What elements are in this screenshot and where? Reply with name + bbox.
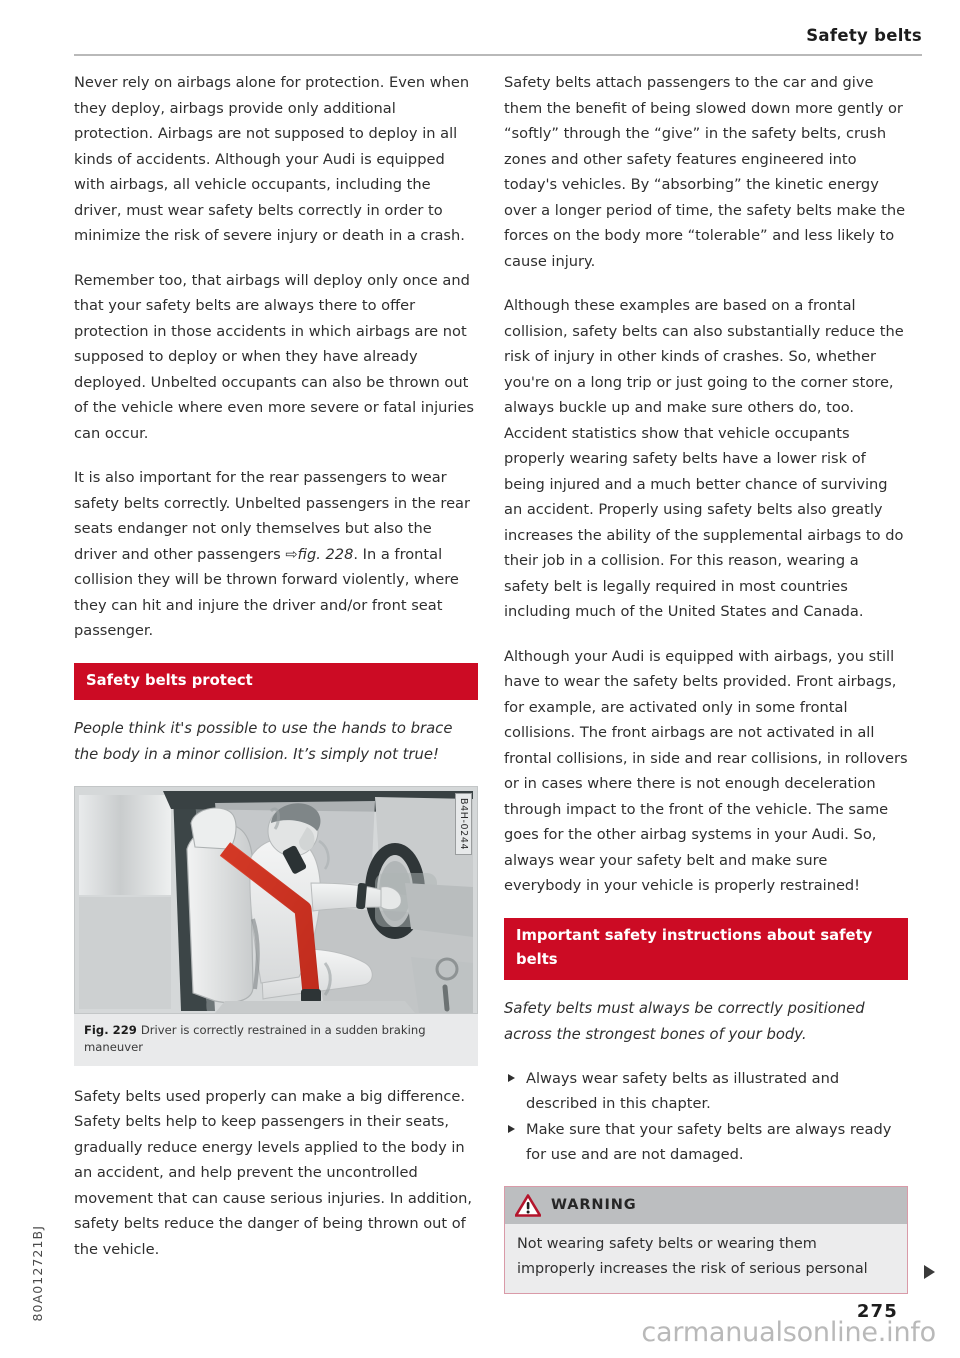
paragraph-text-before-ref: It is also important for the rear passengers to wear safety belts correctly. Unbelted passengers in the rear seats endanger not only themselves but also the driver and other passengers <box>74 469 470 563</box>
paragraph: Safety belts used properly can make a big difference. Safety belts help to keep passengers in their seats, gradually reduce energy levels applied to the body in an accident, and help prevent the uncontrolled movement that can cause serious injuries. In addition, safety belts reduce the danger of being thrown out of the vehicle. <box>74 1087 473 1258</box>
warning-box <box>504 1186 908 1294</box>
continuation-arrow-icon <box>924 1265 935 1279</box>
figure-reference-link[interactable]: fig. 228 <box>297 545 354 563</box>
paragraph: Safety belts attach passengers to the car and give them the benefit of being slowed down more gently or “softly” through the “give” in the safety belts, crush zones and other safety features engineered into today's vehicles. By “absorbing” the kinetic energy over a longer period of time, the safety belts make the forces on the body more “tolerable” and less likely to cause injury. <box>504 74 906 270</box>
paragraph: Although your Audi is equipped with airbags, you still have to wear the safety belts provided. Front airbags, for example, are activated only in some frontal collisions. The front airbags are not activated in all frontal collisions, in side and rear collisions, in rollovers or in cases where there is not enough deceleration through impact to the front of the vehicle. The same goes for the other airbag systems in your Audi. So, always wear your safety belt and make sure everybody in your vehicle is properly restrained! <box>504 647 908 894</box>
section-heading-safety-belts-protect: Safety belts protect <box>74 663 478 700</box>
figure-229 <box>74 786 478 1066</box>
warning-triangle-icon <box>515 1194 541 1217</box>
content-columns <box>74 70 922 1285</box>
paragraph-with-figure-reference <box>74 465 478 644</box>
warning-title: WARNING <box>551 1197 637 1213</box>
paragraph: Remember too, that airbags will deploy only once and that your safety belts are always there to offer protection in those accidents in which airbags are not supposed to deploy or when they have already deployed. Unbelted occupants can also be thrown out of the vehicle where even more severe or fatal injuries can occur. <box>74 271 475 442</box>
figure-id-label: B4H-0244 <box>455 793 472 855</box>
bullet-triangle-icon <box>508 1074 515 1082</box>
list-item <box>504 1066 908 1117</box>
driver-restrained-illustration <box>75 787 477 1013</box>
page-header <box>74 26 922 56</box>
bullet-triangle-icon <box>508 1125 515 1133</box>
warning-header <box>505 1187 907 1224</box>
list-item <box>504 1117 908 1168</box>
instruction-list <box>504 1066 908 1168</box>
right-column <box>504 70 908 1294</box>
figure-caption <box>74 1014 478 1066</box>
page-title: Safety belts <box>806 26 922 45</box>
paragraph: Never rely on airbags alone for protection. Even when they deploy, airbags provide only additional protection. Airbags are not supposed to deploy in all kinds of accidents. Although your Audi is equipped with airbags, all vehicle occupants, including the driver, must wear safety belts correctly in order to minimize the risk of severe injury or death in a crash. <box>74 74 470 244</box>
list-item-label: Always wear safety belts as illustrated and described in this chapter. <box>526 1069 840 1112</box>
page-number: 275 <box>856 1301 898 1322</box>
paragraph: Although these examples are based on a frontal collision, safety belts can also substantially reduce the risk of injury in other kinds of crashes. So, whether you're on a long trip or just going to the corner store, always buckle up and make sure others do, too. Accident statistics show that vehicle occupants properly wearing safety belts have a lower risk of being injured and a much better chance of surviving an accident. Properly using safety belts also greatly increases the ability of the supplemental airbags to do their job in a collision. For this reason, wearing a safety belt is legally required in most countries including much of the United States and Canada. <box>504 297 904 620</box>
section-lead-text: People think it's possible to use the hands to brace the body in a minor collision. It’s simply not true! <box>74 719 453 763</box>
list-item-label: Make sure that your safety belts are always ready for use and are not damaged. <box>526 1120 892 1163</box>
warning-text: Not wearing safety belts or wearing them improperly increases the risk of serious personal <box>517 1235 868 1277</box>
figure-reference-arrow-icon: ⇨ <box>285 545 298 563</box>
document-id-label: 80A012721BJ <box>30 1225 45 1322</box>
paragraph-text-after-ref: . In a frontal collision they will be thrown forward violently, where they can hit and injure the driver and/or front seat passenger. <box>74 545 459 639</box>
section-heading-important-safety-instructions: Important safety instructions about safety belts <box>504 918 908 980</box>
figure-image <box>74 786 478 1014</box>
figure-caption-number: Fig. 229 <box>84 1022 137 1037</box>
left-column <box>74 70 478 1262</box>
section-lead-text: Safety belts must always be correctly positioned across the strongest bones of your body. <box>504 999 865 1043</box>
header-divider <box>74 54 922 56</box>
figure-caption-text: Driver is correctly restrained in a sudden braking maneuver <box>84 1022 426 1054</box>
watermark-label: carmanualsonline.info <box>641 1317 936 1348</box>
